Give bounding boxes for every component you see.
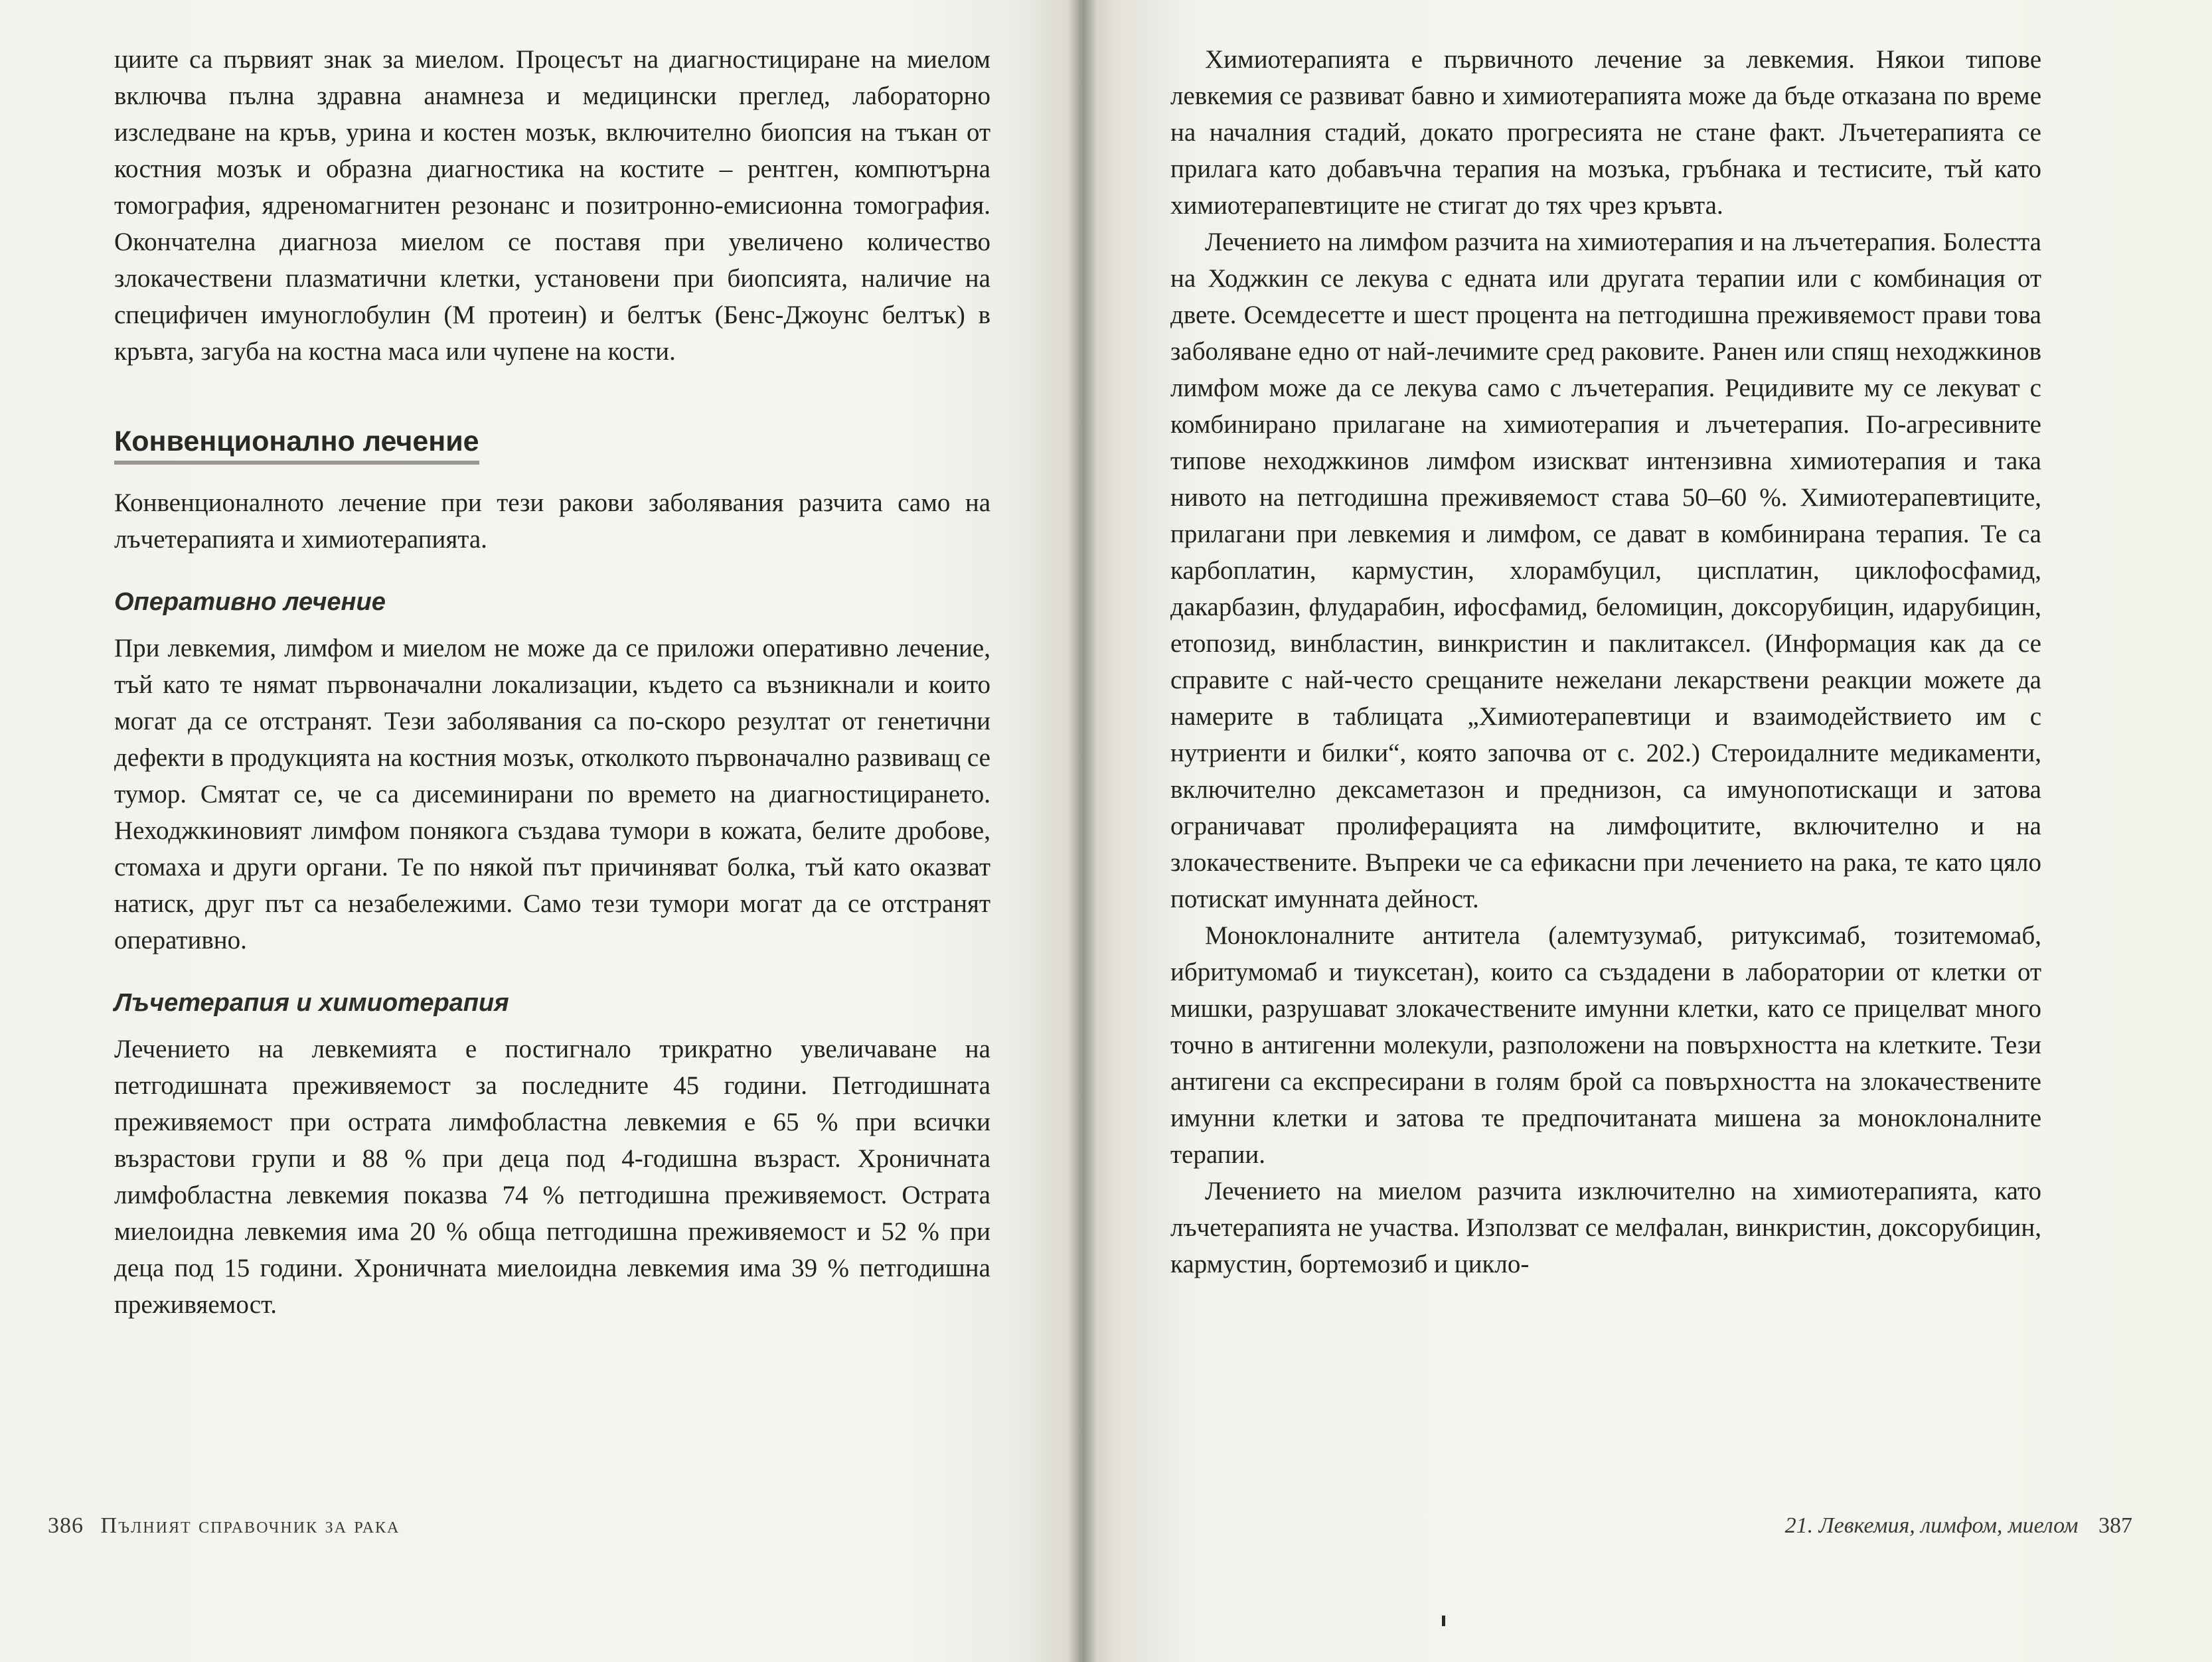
left-page-text-column [114, 41, 990, 1323]
running-title-chapter: 21. Левкемия, лимфом, миелом [1784, 1513, 2079, 1538]
subheading-surgical-treatment: Оперативно лечение [114, 588, 386, 616]
right-page [1082, 0, 2212, 1662]
paragraph-monoclonal-antibodies: Моноклоналните антитела (алемтузумаб, ритуксимаб, тозитемомаб, ибритумомаб и тиуксетан), които са създадени в лаборатории от клетки от мишки, разрушават злокачествените имунни клетки, като се прицелват много точно в антигенни молекули, разположени на повърхността на клетките. Тези антигени са експресирани в голям брой са повърхността на злокачествените имунни клетки и затова те предпочитаната мишена за моноклоналните терапии. [1170, 921, 2041, 1169]
paragraph-leukemia-survival: Лечението на левкемията е постигнало трикратно увеличаване на петгодишната преживяемост за последните 45 години. Петгодишната преживяемост при острата лимфобластна левкемия е 65 % при всички възрастови групи и 88 % при деца под 4-годишна възраст. Хроничната лимфобластна левкемия показва 74 % петгодишна преживяемост. Острата миелоидна левкемия има 20 % обща петгодишна преживяемост и 52 % при деца под 15 години. Хроничната миелоидна левкемия има 39 % петгодишна преживяемост. [114, 1035, 990, 1319]
left-page [0, 0, 1082, 1662]
right-page-text-column [1170, 41, 2041, 1282]
paragraph-myeloma-treatment: Лечението на миелом разчита изключително на химиотерапията, като лъчетерапията не участва. Използват се мелфалан, винкристин, доксорубицин, кармустин, бортемозиб и цикло- [1170, 1177, 2041, 1278]
left-page-footer [48, 1513, 400, 1539]
running-title-book: Пълният справочник за рака [100, 1513, 400, 1538]
paragraph-leukemia-chemotherapy: Химиотерапията е първичното лечение за левкемия. Някои типове левкемия се развиват бавно и химиотерапията може да бъде отказана по време на началния стадий, докато прогресията не стане факт. Лъчетерапията се прилага като добавъчна терапия на мозъка, гръбнака и тестисите, тъй като химиотерапевтиците не стигат до тях чрез кръвта. [1170, 45, 2041, 220]
paragraph-lymphoma-treatment: Лечението на лимфом разчита на химиотерапия и на лъчетерапия. Болестта на Ходжкин се лекува с едната или другата терапии или с комбинация от двете. Осемдесетте и шест процента на петгодишна преживяемост прави това заболяване едно от най-лечимите сред раковите. Ранен или спящ неходжкинов лимфом може да се лекува само с лъчетерапия. Рецидивите му се лекуват с комбинирано прилагане на химиотерапия и лъчетерапия. По-агресивните типове неходжкинов лимфом изискват интензивна химиотерапия и така нивото на петгодишна преживяемост става 50–60 %. Химиотерапевтиците, прилагани при левкемия и лимфом, се дават в комбинирана терапия. Те са карбоплатин, кармустин, хлорамбуцил, цисплатин, циклофосфамид, дакарбазин, флударабин, ифосфамид, беломицин, доксорубицин, идарубицин, етопозид, винбластин, винкристин и паклитаксел. (Информация как да се справите с най-често срещаните нежелани лекарствени реакции можете да намерите в таблицата „Химиотерапевтици и взаимодействието им с нутриенти и билки“, която започва от с. 202.) Стероидалните медикаменти, включително дексаметазон и преднизон, са имунопотискащи и затова ограничават пролиферацията на лимфоцитите, включително и на злокачествените. Въпреки че са ефикасни при лечението на рака, те като цяло потискат имунната дейност. [1170, 228, 2041, 913]
section-heading-conventional-treatment: Конвенционално лечение [114, 425, 479, 465]
paragraph-surgical-treatment: При левкемия, лимфом и миелом не може да се приложи оперативно лечение, тъй като те нямат първоначални локализации, където са възникнали и които могат да се отстранят. Тези заболявания са по-скоро резултат от генетични дефекти в продукцията на костния мозък, отколкото първоначално развиващ се тумор. Смятат се, че са дисеминирани по времето на диагностицирането. Неходжкиновият лимфом понякога създава тумори в кожата, белите дробове, стомаха и други органи. Те по някой път причиняват болка, тъй като оказват натиск, друг път са незабележими. Само тези тумори могат да се отстранят оперативно. [114, 634, 990, 954]
page-number-left: 386 [48, 1513, 84, 1538]
binding-thread-mark [1442, 1616, 1445, 1626]
page-number-right: 387 [2098, 1513, 2132, 1538]
paragraph-myeloma-diagnosis: циите са първият знак за миелом. Процесът на диагностициране на миелом включва пълна здравна анамнеза и медицински преглед, лабораторно изследване на кръв, урина и костен мозък, включително биопсия на тъкан от костния мозък и образна диагностика на костите – рентген, компютърна томография, ядреномагнитен резонанс и позитронно-емисионна томография. Окончателна диагноза миелом се поставя при увеличено количество злокачествени плазматични клетки, установени при биопсията, наличие на специфичен имуноглобулин (М протеин) и белтък (Бенс-Джоунс белтък) в кръвта, загуба на костна маса или чупене на кости. [114, 45, 990, 366]
subheading-radio-chemotherapy: Лъчетерапия и химиотерапия [114, 989, 509, 1017]
paragraph-conventional-treatment-intro: Конвенционалното лечение при тези ракови заболявания разчита само на лъчетерапията и химиотерапията. [114, 489, 990, 554]
right-page-footer [1785, 1513, 2132, 1539]
book-gutter-shadow [1067, 0, 1097, 1662]
